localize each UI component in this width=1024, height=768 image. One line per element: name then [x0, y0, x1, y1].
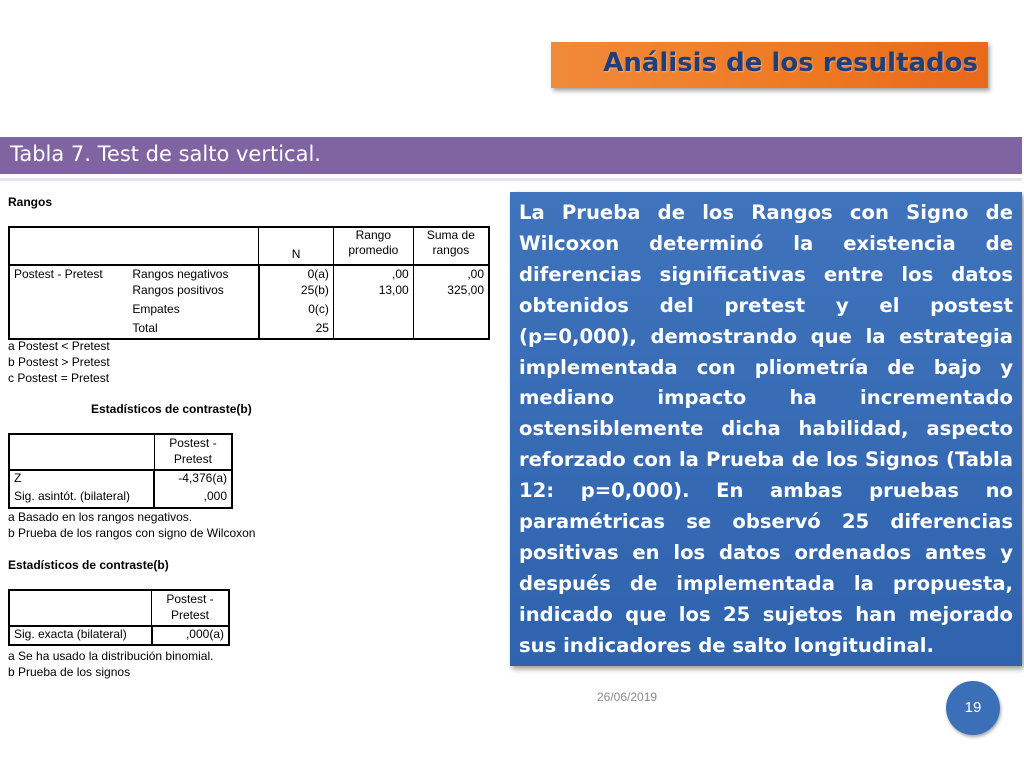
ranks-col-sum-1: Suma de: [426, 228, 475, 242]
ranks-pair-label: Postest - Pretest: [14, 267, 103, 281]
stats2-col-1: Postest -: [166, 592, 214, 606]
slide-title: Análisis de los resultados: [603, 48, 978, 78]
ranks-col-n: N: [291, 247, 301, 261]
stats1-row-label: Z: [14, 471, 22, 485]
ranks-mean: ,00: [392, 267, 409, 281]
ranks-sum: 325,00: [447, 283, 484, 297]
stats2-value: ,000(a): [185, 627, 224, 641]
stats1-caption: Estadísticos de contraste(b): [91, 402, 252, 416]
stats1-note: a Basado en los rangos negativos.: [8, 510, 193, 524]
stats2-note: a Se ha usado la distribución binomial.: [8, 649, 214, 663]
stats1-row-label: Sig. asintót. (bilateral): [14, 489, 131, 503]
table-row: [9, 265, 489, 283]
ranks-row-label: Empates: [132, 302, 180, 316]
ranks-n: 0(a): [307, 267, 329, 281]
page-number-badge: 19: [946, 681, 1000, 735]
ranks-n: 25: [315, 321, 329, 335]
ranks-note: b Postest > Pretest: [8, 355, 110, 369]
conclusion-text-box: [510, 192, 1022, 666]
table-row: [9, 489, 232, 508]
slide-date: 26/06/2019: [597, 690, 658, 704]
stats1-table: [8, 433, 233, 509]
stats1-value: -4,376(a): [178, 471, 227, 485]
stats2-table: [8, 589, 230, 646]
stats1-value: ,000: [203, 489, 227, 503]
table-row: [9, 470, 232, 489]
stats2-col-2: Pretest: [170, 608, 209, 622]
ranks-caption: Rangos: [8, 195, 53, 209]
ranks-row-label: Rangos positivos: [132, 283, 224, 297]
title-banner: [551, 42, 988, 88]
stats2-row-label: Sig. exacta (bilateral): [14, 627, 127, 641]
divider: [0, 178, 1022, 181]
ranks-mean: 13,00: [378, 283, 409, 297]
ranks-col-sum-2: rangos: [432, 243, 470, 257]
stats2-caption: Estadísticos de contraste(b): [8, 558, 169, 572]
stats1-note: b Prueba de los rangos con signo de Wilcoxon: [8, 526, 256, 540]
stats1-col-2: Pretest: [173, 452, 212, 466]
conclusion-text: La Prueba de los Rangos con Signo de Wilcoxon determinó la existencia de diferencias significativas entre los datos obtenidos del pretest y el postest (p=0,000), demostrando que la estrategia implementada con pliometría de bajo y mediano impacto ha incrementado ostensiblemente dicha habilidad, aspecto reforzado con la Prueba de los Signos (Tabla 12: p=0,000). En ambas pruebas no paramétricas se observó 25 diferencias positivas en los datos ordenados antes y después de implementada la propuesta, indicado que los 25 sujetos han mejorado sus indicadores de salto longitudinal.: [519, 201, 1013, 657]
table-subtitle: Tabla 7. Test de salto vertical.: [10, 142, 321, 166]
ranks-sum: ,00: [467, 267, 484, 281]
ranks-col-mean-2: promedio: [348, 243, 399, 257]
ranks-col-mean-1: Rango: [355, 228, 392, 242]
table-row: [9, 626, 229, 645]
ranks-note: a Postest < Pretest: [8, 339, 110, 353]
ranks-n: 25(b): [300, 283, 329, 297]
stats2-note: b Prueba de los signos: [8, 665, 131, 679]
ranks-row-label: Rangos negativos: [132, 267, 229, 281]
stats1-col-1: Postest -: [169, 436, 217, 450]
ranks-row-label: Total: [132, 321, 158, 335]
subtitle-bar: [0, 137, 1022, 174]
ranks-n: 0(c): [308, 302, 329, 316]
ranks-table: [8, 226, 490, 340]
ranks-note: c Postest = Pretest: [8, 371, 110, 385]
